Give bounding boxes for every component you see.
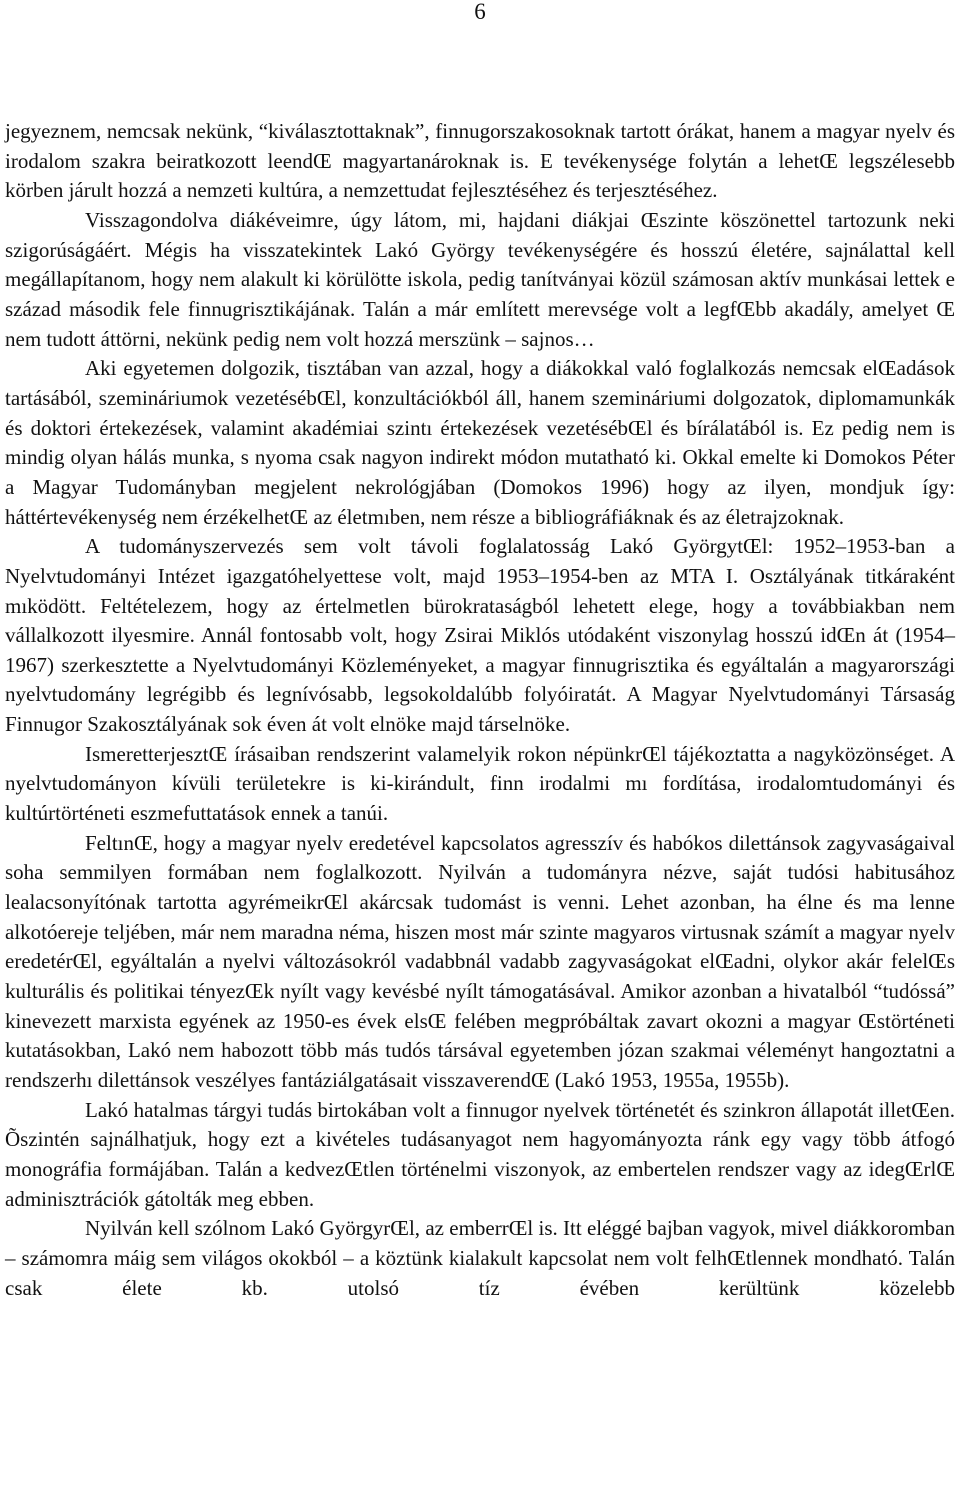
paragraph-6: FeltınŒ, hogy a magyar nyelv eredetével kapcsolatos agresszív és habókos dilettánsok zagyvaságaival soha semmilyen formában nem foglalkozott. Nyilván a tudományra nézve, saját tudósi habitusához lealacsonyítónak tartotta agyrémeikrŒl akárcsak tudomást is venni. Lehet azonban, ha élne és ma lenne alkotóereje teljében, már nem maradna néma, hiszen most már szinte magyaros virtusnak számít a magyar nyelv eredetérŒl, egyáltalán a nyelvi változásokról vadabbnál vadabb zagyvaságokat elŒadni, olykor akár felelŒs kulturális és politikai tényezŒk nyílt vagy kevésbé nyílt támogatásával. Amikor azonban a hivatalból “tudóssá” kinevezett marxista egyének az 1950-es évek elsŒ felében megpróbáltak zavart okozni a magyar Œstörténeti kutatásokban, Lakó nem habozott több más tudós társával egyetemben józan szakmai véleményt hangoztatni a rendszerhı dilettánsok veszélyes fantáziálgatásait visszaverendŒ (Lakó 1953, 1955a, 1955b). bbox=[5, 830, 955, 1092]
paragraph-7: Lakó hatalmas tárgyi tudás birtokában volt a finnugor nyelvek történetét és szinkron állapotát illetŒen. Õszintén sajnálhatjuk, hogy ezt a kivételes tudásanyagot nem hagyományozta ránk egy vagy több átfogó monográfia formájában. Talán a kedvezŒtlen történelmi viszonyok, az embertelen rendszer vagy az idegŒrlŒ adminisztrációk gátolták meg ebben. bbox=[5, 1097, 955, 1211]
paragraph-4: A tudományszervezés sem volt távoli foglalatosság Lakó GyörgytŒl: 1952–1953-ban a Nyelvtudományi Intézet igazgatóhelyettese volt, majd 1953–1954-ben az MTA I. Osztályának titkáraként mıködött. Feltételezem, hogy az értelmetlen bürokrataságból lehetett elege, hogy a továbbiakban nem vállalkozott ilyesmire. Annál fontosabb volt, hogy Zsirai Miklós utódaként viszonylag hosszú idŒn át (1954–1967) szerkesztette a Nyelvtudományi Közleményeket, a magyar finnugrisztika és egyáltalán a magyarországi nyelvtudomány legrégibb és legnívósabb, legsokoldalúbb folyóiratát. A Magyar Nyelvtudományi Társaság Finnugor Szakosztályának sok éven át volt elnöke majd társelnöke. bbox=[5, 534, 955, 737]
paragraph-1: jegyeznem, nemcsak nekünk, “kiválasztottaknak”, finnugorszakosoknak tartott órákat, hanem a magyar nyelv és irodalom szakra beiratkozott leendŒ magyartanároknak is. E tevékenysége folytán a lehetŒ legszélesebb körben járult hozzá a nemzeti kultúra, a nemzettudat fejlesztéséhez és terjesztéséhez. bbox=[5, 119, 955, 203]
body-text bbox=[5, 117, 955, 1303]
paragraph-3: Aki egyetemen dolgozik, tisztában van azzal, hogy a diákokkal való foglalkozás nemcsak elŒadások tartásából, szemináriumok vezetésébŒl, konzultációkból áll, hanem szemináriumi dolgozatok, diplomamunkák és doktori értekezések, valamint akadémiai szintı értekezések vezetésébŒl és bírálatából is. Ez pedig nem is mindig olyan hálás munka, s nyoma csak nagyon indirekt módon mutatható ki. Okkal emelte ki Domokos Péter a Magyar Tudományban megjelent nekrológjában (Domokos 1996) hogy az ilyen, mondjuk így: háttértevékenység nem érzékelhetŒ az életmıben, nem része a bibliográfiáknak és az életrajzoknak. bbox=[5, 356, 955, 529]
paragraph-2: Visszagondolva diákéveimre, úgy látom, mi, hajdani diákjai Œszinte köszönettel tartozunk neki szigorúságáért. Mégis ha visszatekintek Lakó György tevékenységére és hosszú életére, sajnálattal kell megállapítanom, hogy nem alakult ki körülötte iskola, pedig tanítványai közül számosan aktív munkásai lettek e század második fele finnugrisztikájának. Talán a már említett merevsége volt a legfŒbb akadály, amelyet Œ nem tudott áttörni, nekünk pedig nem volt hozzá merszünk – sajnos… bbox=[5, 207, 955, 351]
paragraph-8: Nyilván kell szólnom Lakó GyörgyrŒl, az emberrŒl is. Itt eléggé bajban vagyok, mivel diákkoromban – számomra máig sem világos okokból – a köztünk kialakult kapcsolat nem volt felhŒtlennek mondható. Talán csak élete kb. utolsó tíz évében kerültünk közelebb bbox=[5, 1216, 955, 1300]
paragraph-5: IsmeretterjesztŒ írásaiban rendszerint valamelyik rokon népünkrŒl tájékoztatta a nagyközönséget. A nyelvtudományon kívüli területekre is ki-kirándult, finn irodalmi mı fordítása, irodalomtudományi és kultúrtörténeti eszmefuttatások ennek a tanúi. bbox=[5, 741, 955, 826]
page-number: 6 bbox=[474, 0, 486, 24]
